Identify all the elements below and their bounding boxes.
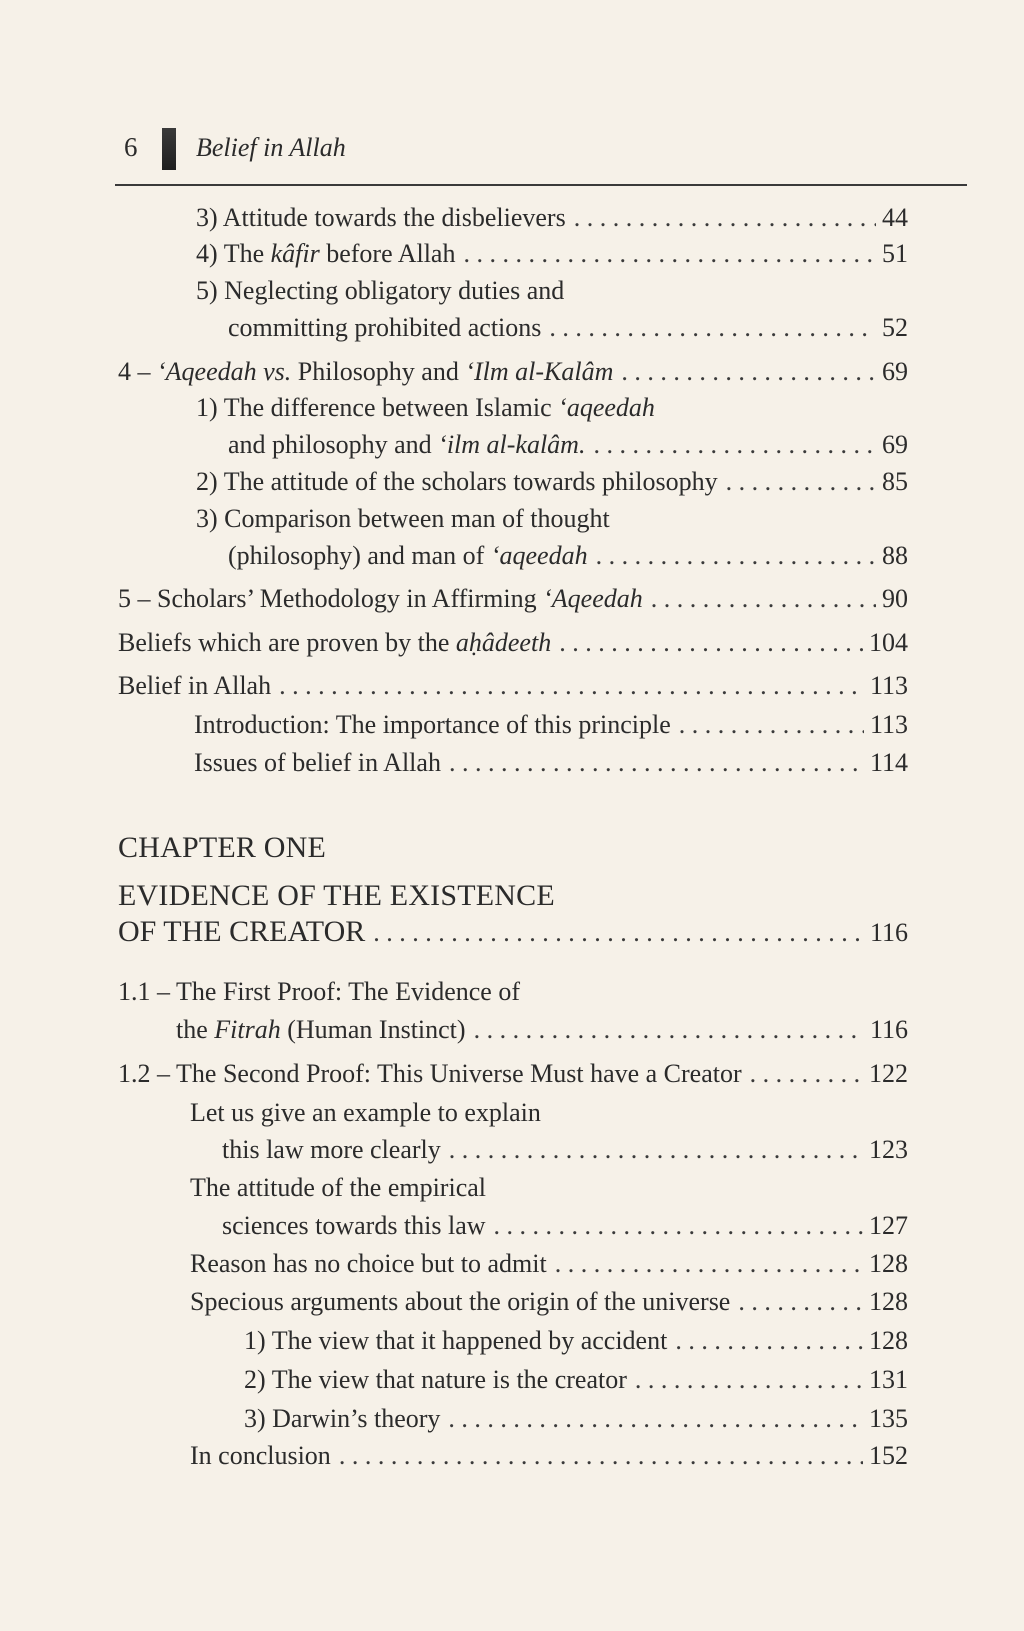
toc-entry: committing prohibited actions . . . 52 — [228, 312, 908, 344]
header-bar-ornament — [162, 128, 176, 170]
toc-page: 116 — [869, 918, 908, 947]
toc-page: 128 — [869, 1249, 908, 1278]
toc-page: 131 — [869, 1365, 908, 1394]
toc-page: 123 — [869, 1135, 908, 1164]
toc-page: 44 — [882, 203, 908, 232]
toc-page: 113 — [869, 671, 908, 700]
toc-page: 85 — [882, 467, 908, 496]
toc-entry: and philosophy and ‘ilm al-kalâm. . . . 69 — [228, 429, 908, 461]
toc-entry: 2) The attitude of the scholars towards philosophy . . . 85 — [196, 466, 908, 498]
toc-entry: 4 – ‘Aqeedah vs. Philosophy and ‘Ilm al-Kalâm . . . 69 — [118, 356, 908, 388]
toc-entry: Belief in Allah . . . 113 — [118, 670, 908, 702]
toc-entry: Beliefs which are proven by the aḥâdeeth . . . 104 — [118, 627, 908, 659]
toc-entry: Reason has no choice but to admit . . . 128 — [190, 1248, 908, 1280]
toc-entry-line: The attitude of the empirical — [190, 1173, 486, 1202]
page-header — [124, 128, 964, 172]
toc-entry: the Fitrah (Human Instinct) . . . 116 — [176, 1014, 908, 1046]
running-title: Belief in Allah — [196, 133, 346, 162]
toc-page: 128 — [869, 1287, 908, 1316]
toc-page: 90 — [882, 584, 908, 613]
toc-entry: 1) The view that it happened by accident . . . 128 — [244, 1325, 908, 1357]
toc-page: 88 — [882, 541, 908, 570]
toc-entry: 5 – Scholars’ Methodology in Affirming ‘Aqeedah . . . 90 — [118, 583, 908, 615]
toc-page: 152 — [869, 1441, 908, 1470]
toc-entry: 3) Darwin’s theory . . . 135 — [244, 1403, 908, 1435]
toc-entry: this law more clearly . . . 123 — [222, 1134, 908, 1166]
toc-entry: Specious arguments about the origin of the universe . . . 128 — [190, 1286, 908, 1318]
toc-page: 52 — [882, 313, 908, 342]
toc-chapter-entry: OF THE CREATOR . . . 116 — [118, 914, 908, 951]
toc-entry-line: 1) The difference between Islamic ‘aqeedah — [196, 393, 655, 422]
toc-entry: Issues of belief in Allah . . . 114 — [194, 747, 908, 779]
toc-entry-line: Let us give an example to explain — [190, 1098, 541, 1127]
toc-page: 114 — [869, 748, 908, 777]
toc-page: 113 — [869, 710, 908, 739]
toc-page: 122 — [869, 1059, 908, 1088]
toc-page: 128 — [869, 1326, 908, 1355]
toc-entry: 3) Attitude towards the disbelievers . . . 44 — [196, 202, 908, 234]
header-rule — [115, 184, 967, 186]
toc-page: 127 — [869, 1211, 908, 1240]
toc-entry-line: 5) Neglecting obligatory duties and — [196, 276, 565, 305]
toc-entry: 4) The kâfir before Allah . . . 51 — [196, 238, 908, 270]
toc-entry: Introduction: The importance of this principle . . . 113 — [194, 709, 908, 741]
toc-page: 51 — [882, 239, 908, 268]
toc-entry-line: 3) Comparison between man of thought — [196, 504, 610, 533]
toc-page: 69 — [882, 430, 908, 459]
toc-page: 116 — [869, 1015, 908, 1044]
toc-entry: 2) The view that nature is the creator . . . 131 — [244, 1364, 908, 1396]
toc-page: 135 — [869, 1404, 908, 1433]
chapter-title-line: EVIDENCE OF THE EXISTENCE — [118, 879, 555, 912]
page-number: 6 — [124, 132, 138, 162]
toc-entry: 1.2 – The Second Proof: This Universe Must have a Creator . . . 122 — [118, 1058, 908, 1090]
toc-page: 69 — [882, 357, 908, 386]
toc-entry: (philosophy) and man of ‘aqeedah . . . 88 — [228, 540, 908, 572]
chapter-label: CHAPTER ONE — [118, 831, 327, 864]
toc-entry: sciences towards this law . . . 127 — [222, 1210, 908, 1242]
toc-page: 104 — [869, 628, 908, 657]
toc-entry: In conclusion . . . 152 — [190, 1440, 908, 1472]
toc-entry-line: 1.1 – The First Proof: The Evidence of — [118, 977, 520, 1006]
